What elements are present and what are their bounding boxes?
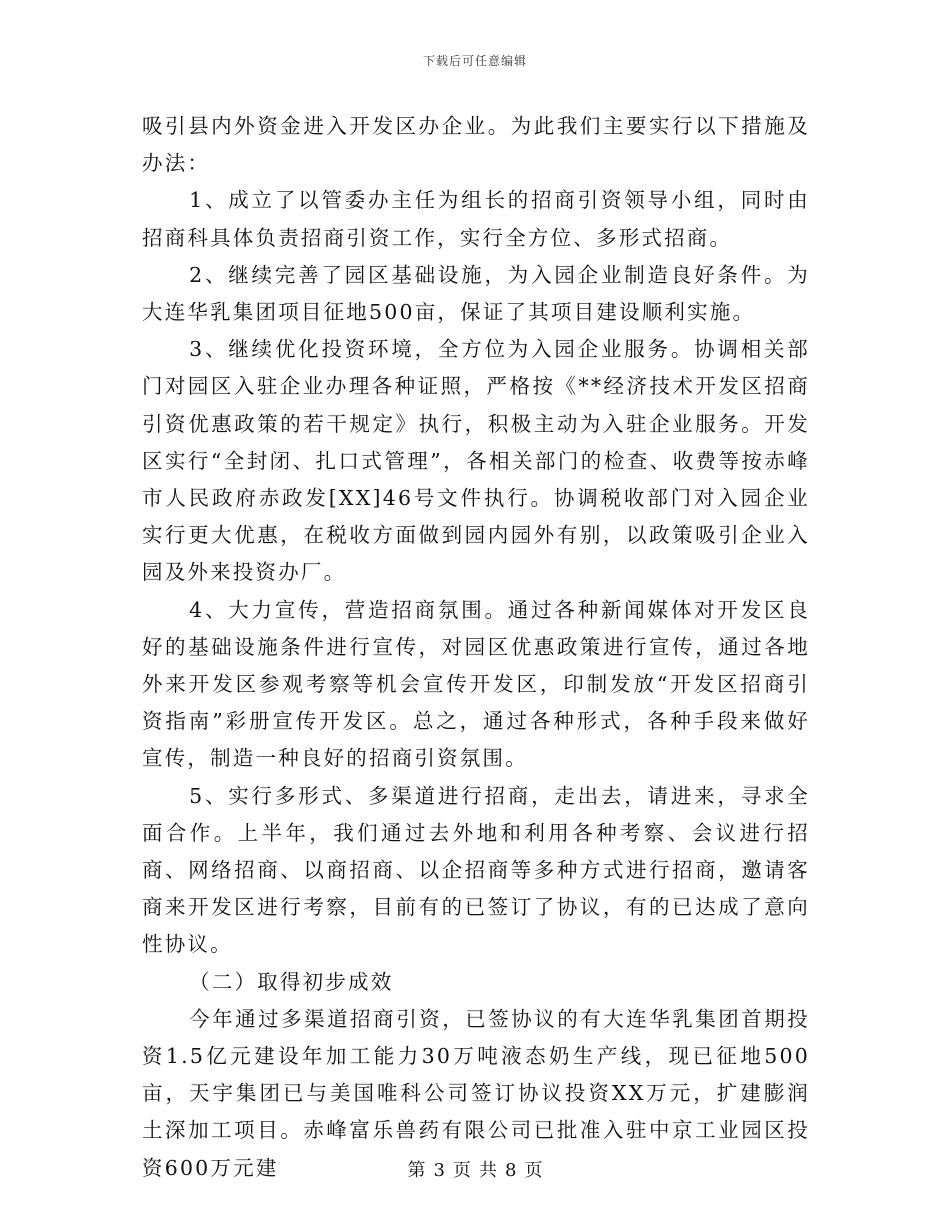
- paragraph-item-4: 4、大力宣传，营造招商氛围。通过各种新闻媒体对开发区良好的基础设施条件进行宣传，对园区优惠政策进行宣传，通过各地外来开发区参观考察等机会宣传开发区，印制发放“开发区招商引资指南”彩册宣传开发区。总之，通过各种形式，各种手段来做好宣传，制造一种良好的招商引资氛围。: [142, 597, 810, 771]
- page-number-suffix: 页: [524, 1160, 543, 1181]
- paragraph-item-2: 2、继续完善了园区基础设施，为入园企业制造良好条件。为大连华乳集团项目征地500亩，保证了其项目建设顺利实施。: [142, 262, 810, 325]
- document-body: [142, 108, 810, 1187]
- paragraph-item-5: 5、实行多形式、多渠道进行招商，走出去，请进来，寻求全面合作。上半年，我们通过去外地和利用各种考察、会议进行招商、网络招商、以商招商、以企招商等多种方式进行招商，邀请客商来开发区进行考察，目前有的已签订了协议，有的已达成了意向性协议。: [142, 783, 810, 957]
- page-header-note: 下载后可任意编辑: [422, 54, 527, 68]
- page-number-current: 3: [433, 1160, 445, 1181]
- paragraph-results: 今年通过多渠道招商引资，已签协议的有大连华乳集团首期投资1.5亿元建设年加工能力30万吨液态奶生产线，现已征地500亩，天宇集团已与美国唯科公司签订协议投资XX万元，扩建膨润土深加工项目。赤峰富乐兽药有限公司已批准入驻中京工业园区投资600万元建: [142, 1006, 810, 1180]
- section-heading: （二）取得初步成效: [189, 969, 394, 994]
- page-number-prefix: 第: [407, 1160, 426, 1181]
- page-number: [0, 1156, 950, 1182]
- paragraph-intro: 吸引县内外资金进入开发区办企业。为此我们主要实行以下措施及办法：: [142, 114, 810, 176]
- page-number-total: 8: [505, 1160, 517, 1181]
- page-number-total-label: 共: [479, 1160, 497, 1181]
- paragraph-item-1: 1、成立了以管委办主任为组长的招商引资领导小组，同时由招商科具体负责招商引资工作，实行全方位、多形式招商。: [142, 188, 810, 250]
- page-number-middle: 页: [453, 1160, 471, 1181]
- paragraph-item-3: 3、继续优化投资环境，全方位为入园企业服务。协调相关部门对园区入驻企业办理各种证照，严格按《**经济技术开发区招商引资优惠政策的若干规定》执行，积极主动为入驻企业服务。开发区实行“全封闭、扎口式管理”，各相关部门的检查、收费等按赤峰市人民政府赤政发[XX]46号文件执行。协调税收部门对入园企业实行更大优惠，在税收方面做到园内园外有别，以政策吸引企业入园及外来投资办厂。: [142, 337, 810, 585]
